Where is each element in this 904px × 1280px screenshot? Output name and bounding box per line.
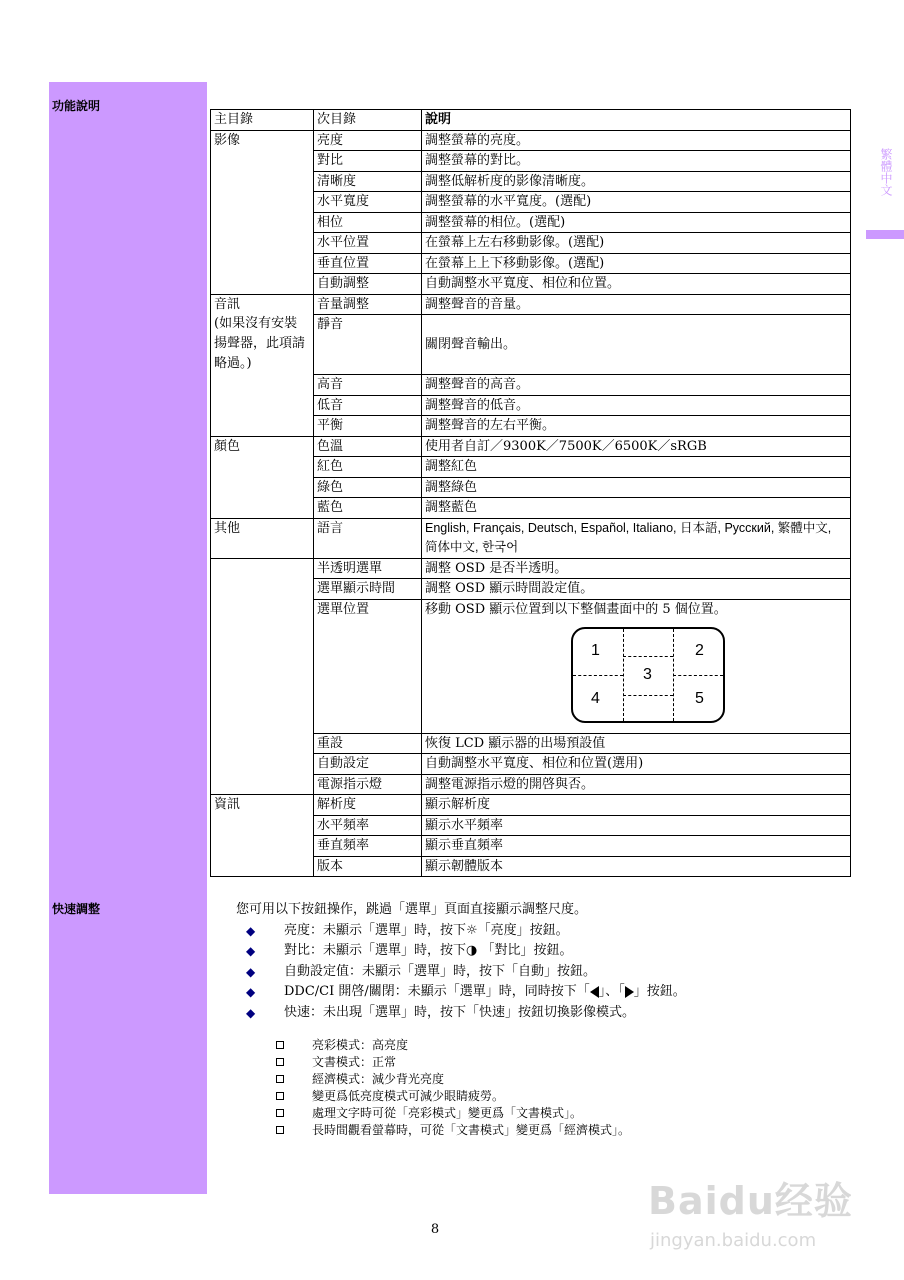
description-cell: 在螢幕上上下移動影像。(選配) (422, 253, 851, 274)
mode-text: 文書模式：正常 (312, 1055, 397, 1069)
table-row (211, 518, 851, 558)
list-item (236, 921, 856, 942)
table-row (211, 558, 851, 579)
watermark-url: jingyan.baidu.com (650, 1230, 817, 1251)
quick-intro: 您可用以下按鈕操作，跳過「選單」頁面直接顯示調整尺度。 (236, 902, 588, 917)
description-cell: 自動調整水平寬度、相位和位置(選用) (422, 754, 851, 775)
quick-list (236, 921, 856, 1024)
description-cell: 調整聲音的左右平衡。 (422, 416, 851, 437)
function-section-label: 功能說明 (52, 99, 101, 113)
main-menu-image: 影像 (211, 130, 314, 294)
checkbox-bullet-icon (276, 1041, 284, 1049)
description-cell: 調整綠色 (422, 477, 851, 498)
osd-menu-table (210, 109, 851, 877)
sub-menu-cell: 綠色 (314, 477, 422, 498)
sub-menu-cell: 選單顯示時間 (314, 579, 422, 600)
description-cell: 調整藍色 (422, 498, 851, 519)
mode-text: 長時間觀看螢幕時，可從「文書模式」變更爲「經濟模式」。 (312, 1123, 631, 1137)
diamond-bullet-icon: ◆ (246, 923, 256, 938)
sub-menu-cell: 靜音 (314, 315, 422, 375)
sub-menu-cell: 選單位置 (314, 599, 422, 733)
description-cell: 顯示水平頻率 (422, 815, 851, 836)
description-cell: 顯示垂直頻率 (422, 836, 851, 857)
osd-position-text: 移動 OSD 顯示位置到以下整個畫面中的 5 個位置。 (425, 601, 727, 617)
description-cell: 調整螢幕的亮度。 (422, 130, 851, 151)
main-menu-color: 顏色 (211, 436, 314, 518)
checkbox-bullet-icon (276, 1075, 284, 1083)
mode-text: 變更爲低亮度模式可減少眼睛疲勞。 (312, 1089, 505, 1103)
diagram-divider (623, 695, 673, 696)
checkbox-bullet-icon (276, 1092, 284, 1100)
diagram-divider (573, 675, 623, 676)
description-cell: 調整螢幕的相位。(選配) (422, 212, 851, 233)
position-4: 4 (591, 689, 600, 707)
header-main-menu: 主目錄 (211, 110, 314, 131)
checkbox-bullet-icon (276, 1126, 284, 1134)
sub-menu-cell: 藍色 (314, 498, 422, 519)
description-cell (422, 599, 851, 733)
language-tab-label: 繁體中文 (879, 148, 893, 196)
language-tab-bar (866, 230, 904, 239)
left-arrow-icon (590, 986, 599, 998)
description-cell: 調整螢幕的水平寬度。(選配) (422, 192, 851, 213)
quick-section-label: 快速調整 (52, 902, 101, 916)
table-header-row (211, 110, 851, 131)
description-cell: 使用者自訂／9300K／7500K／6500K／sRGB (422, 436, 851, 457)
description-cell: 調整聲音的音量。 (422, 294, 851, 315)
description-cell: English, Français, Deutsch, Español, Italiano, 日本語, Русский, 繁體中文, 简体中文, 한국어 (422, 518, 851, 558)
description-cell: 調整聲音的低音。 (422, 395, 851, 416)
diagram-divider (673, 675, 723, 676)
sub-menu-cell: 紅色 (314, 457, 422, 478)
table-row (211, 130, 851, 151)
list-item (236, 1088, 856, 1105)
position-1: 1 (591, 641, 600, 659)
sub-menu-cell: 語言 (314, 518, 422, 558)
table-row (211, 795, 851, 816)
quick-adjust-section (236, 900, 856, 1139)
description-cell: 在螢幕上左右移動影像。(選配) (422, 233, 851, 254)
sub-menu-cell: 垂直位置 (314, 253, 422, 274)
watermark-logo-text: Baidu经验 (648, 1179, 853, 1223)
sub-menu-cell: 音量調整 (314, 294, 422, 315)
ddc-text-suffix: 」按鈕。 (633, 984, 686, 999)
table-row (211, 294, 851, 315)
sub-menu-cell: 水平寬度 (314, 192, 422, 213)
quick-item-text: 自動設定值：未顯示「選單」時，按下「自動」按鈕。 (284, 963, 597, 979)
ddc-text-prefix: DDC/CI 開啓/關閉：未顯示「選單」時，同時按下「 (284, 984, 590, 999)
sub-menu-cell: 重設 (314, 733, 422, 754)
quick-item-text: 亮度：未顯示「選單」時，按下☼「亮度」按鈕。 (284, 922, 569, 938)
position-2: 2 (695, 641, 704, 659)
table-row (211, 436, 851, 457)
description-cell: 顯示韌體版本 (422, 856, 851, 877)
sub-menu-cell: 清晰度 (314, 171, 422, 192)
main-menu-other: 其他 (211, 518, 314, 558)
list-item (236, 1105, 856, 1122)
main-menu-empty (211, 558, 314, 795)
sub-menu-cell: 版本 (314, 856, 422, 877)
description-cell: 調整聲音的高音。 (422, 375, 851, 396)
main-menu-info: 資訊 (211, 795, 314, 877)
description-cell: 調整 OSD 顯示時間設定值。 (422, 579, 851, 600)
baidu-watermark (640, 1160, 860, 1270)
sub-menu-cell: 電源指示燈 (314, 774, 422, 795)
description-cell: 調整 OSD 是否半透明。 (422, 558, 851, 579)
sub-menu-cell: 半透明選單 (314, 558, 422, 579)
sub-menu-cell: 低音 (314, 395, 422, 416)
list-item (236, 982, 856, 1003)
sub-menu-cell: 對比 (314, 151, 422, 172)
description-cell: 調整低解析度的影像清晰度。 (422, 171, 851, 192)
left-sidebar (49, 82, 207, 1194)
mode-text: 經濟模式：減少背光亮度 (312, 1072, 445, 1086)
checkbox-bullet-icon (276, 1109, 284, 1117)
mode-text: 處理文字時可從「亮彩模式」變更爲「文書模式」。 (312, 1106, 583, 1120)
sub-menu-cell: 相位 (314, 212, 422, 233)
diagram-divider (623, 656, 673, 657)
position-3: 3 (643, 665, 652, 683)
page-number: 8 (430, 1222, 440, 1237)
diamond-bullet-icon: ◆ (246, 944, 256, 958)
list-item (236, 1037, 856, 1054)
list-item (236, 1071, 856, 1088)
description-cell: 調整電源指示燈的開啓與否。 (422, 774, 851, 795)
checkbox-bullet-icon (276, 1058, 284, 1066)
osd-position-diagram (571, 627, 725, 723)
list-item (236, 1003, 856, 1024)
quick-item-text: 對比：未顯示「選單」時，按下◑ 「對比」按鈕。 (284, 943, 573, 958)
list-item (236, 962, 856, 983)
description-cell: 調整螢幕的對比。 (422, 151, 851, 172)
ddc-text-mid: 」、「 (598, 984, 625, 999)
right-arrow-icon (625, 986, 634, 998)
sub-menu-cell: 解析度 (314, 795, 422, 816)
sub-menu-cell: 平衡 (314, 416, 422, 437)
list-item (236, 1054, 856, 1071)
list-item (236, 1122, 856, 1139)
quick-item-text: 快速：未出現「選單」時，按下「快速」按鈕切換影像模式。 (284, 1004, 636, 1020)
main-menu-audio-label: 音訊 (214, 296, 241, 312)
sub-menu-cell: 自動調整 (314, 274, 422, 295)
header-sub-menu: 次目錄 (314, 110, 422, 131)
sub-menu-cell: 自動設定 (314, 754, 422, 775)
sub-menu-cell: 高音 (314, 375, 422, 396)
diamond-bullet-icon: ◆ (246, 985, 256, 999)
sub-menu-cell: 垂直頻率 (314, 836, 422, 857)
diamond-bullet-icon: ◆ (246, 1005, 256, 1020)
description-cell: 顯示解析度 (422, 795, 851, 816)
position-5: 5 (695, 689, 704, 707)
description-cell: 恢復 LCD 顯示器的出場預設值 (422, 733, 851, 754)
main-menu-audio (211, 294, 314, 436)
list-item (236, 941, 856, 962)
diagram-divider (623, 629, 624, 721)
description-cell: 自動調整水平寬度、相位和位置。 (422, 274, 851, 295)
header-description: 說明 (422, 110, 851, 131)
audio-note: (如果沒有安裝揚聲器，此項請略過。) (214, 315, 306, 371)
mode-list (236, 1037, 856, 1139)
description-cell: 關閉聲音輸出。 (422, 315, 851, 375)
mode-text: 亮彩模式：高亮度 (312, 1038, 409, 1052)
sub-menu-cell: 水平位置 (314, 233, 422, 254)
sub-menu-cell: 色溫 (314, 436, 422, 457)
sub-menu-cell: 亮度 (314, 130, 422, 151)
description-cell: 調整紅色 (422, 457, 851, 478)
sub-menu-cell: 水平頻率 (314, 815, 422, 836)
diamond-bullet-icon: ◆ (246, 964, 256, 979)
